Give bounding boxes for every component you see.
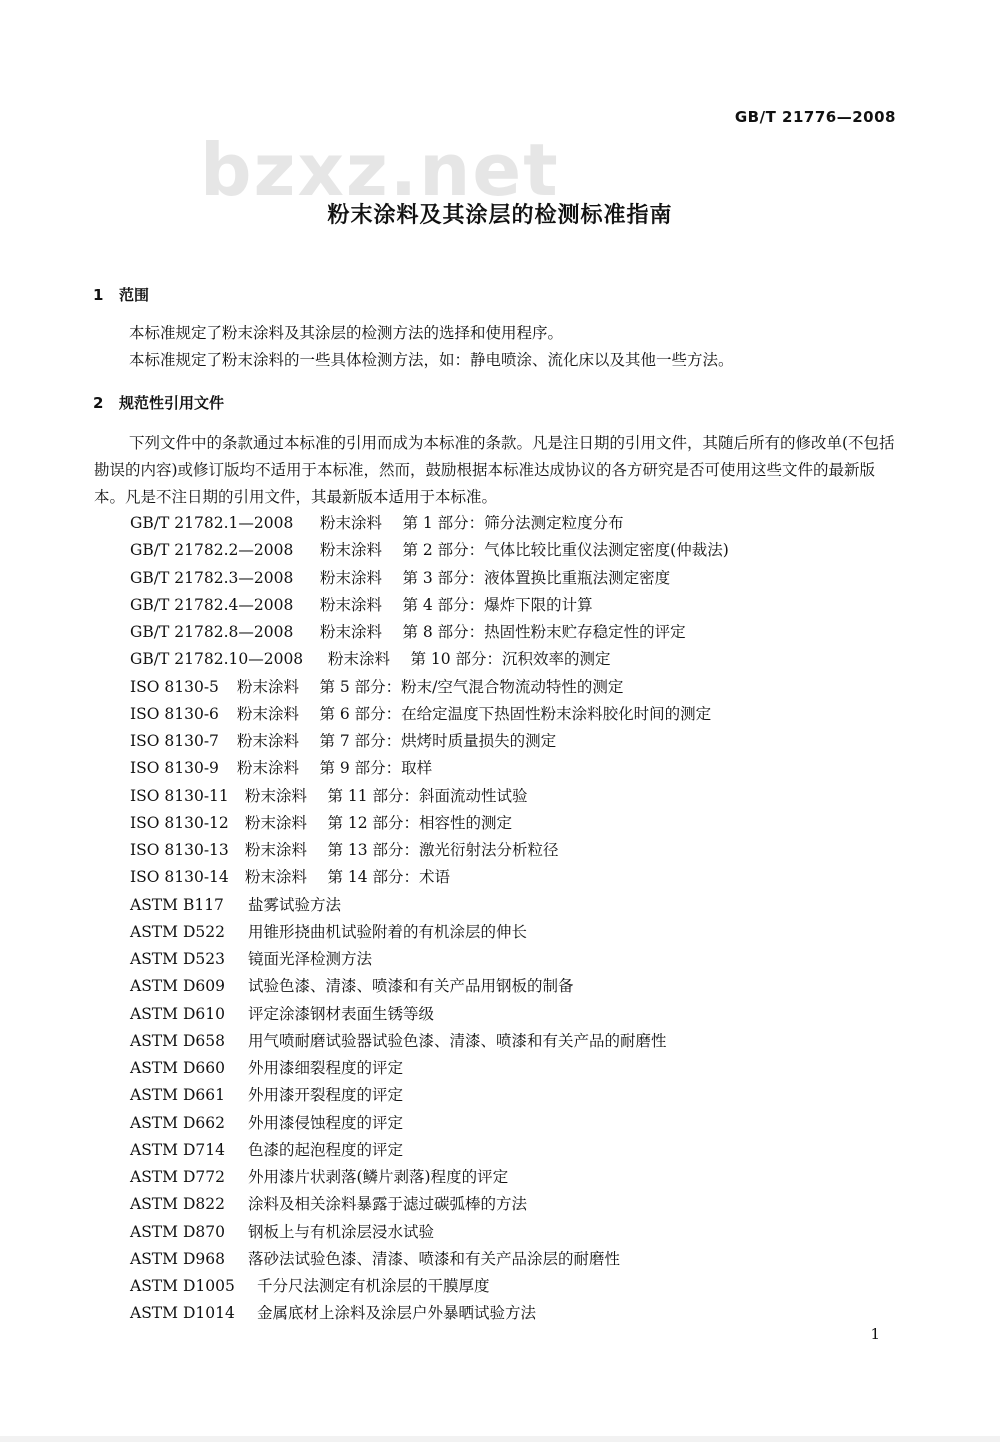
references-intro: 下列文件中的条款通过本标准的引用而成为本标准的条款。凡是注日期的引用文件，其随后所有的修改单(不包括勘误的内容)或修订版均不适用于本标准，然而，鼓励根据本标准达成协议的各方研究是否可使用这些文件的最新版本。凡是不注日期的引用文件，其最新版本适用于本标准。 [94, 434, 895, 506]
reference-code: GB/T 21782.3—2008 [130, 568, 294, 587]
reference-part: 第 11 部分：斜面流动性试验 [327, 786, 528, 805]
reference-part: 第 10 部分：沉积效率的测定 [410, 650, 611, 669]
reference-code: ASTM D870 [130, 1222, 225, 1241]
reference-code: ASTM D1014 [130, 1304, 235, 1323]
reference-code: ASTM D662 [130, 1113, 225, 1132]
list-item [130, 783, 729, 810]
reference-code: ISO 8130-13 [130, 841, 229, 859]
reference-code: ASTM D610 [130, 1004, 225, 1023]
list-item [130, 1110, 729, 1137]
section-number: 2 [93, 394, 104, 412]
reference-code: ISO 8130-11 [130, 786, 229, 805]
reference-code: ASTM D772 [130, 1168, 225, 1186]
list-item [130, 1001, 729, 1028]
page-number: 1 [870, 1325, 880, 1343]
list-item [130, 1191, 729, 1218]
list-item [130, 565, 729, 592]
reference-name: 粉末涂料 [245, 813, 308, 832]
reference-title: 用锥形挠曲机试验附着的有机涂层的伸长 [248, 922, 528, 941]
reference-title: 用气喷耐磨试验器试验色漆、清漆、喷漆和有关产品的耐磨性 [248, 1031, 667, 1050]
page-bottom-edge [0, 1436, 1000, 1442]
reference-code: GB/T 21782.4—2008 [130, 595, 294, 614]
reference-name: 粉末涂料 [237, 704, 300, 723]
reference-title: 外用漆片状剥落(鳞片剥落)程度的评定 [248, 1168, 509, 1186]
list-item [130, 1137, 729, 1164]
list-item [130, 973, 729, 1000]
reference-title: 盐雾试验方法 [248, 895, 342, 914]
reference-name: 粉末涂料 [320, 514, 383, 532]
reference-code: ASTM D523 [130, 950, 225, 968]
list-item [130, 755, 729, 782]
list-item [130, 864, 729, 891]
reference-title: 外用漆开裂程度的评定 [248, 1086, 404, 1105]
reference-code: ASTM D609 [130, 977, 225, 996]
list-item [130, 837, 729, 864]
reference-name: 粉末涂料 [237, 677, 300, 696]
reference-part: 第 7 部分：烘烤时质量损失的测定 [319, 732, 557, 750]
reference-code: ASTM D522 [130, 922, 225, 941]
list-item [130, 674, 729, 701]
reference-title: 涂料及相关涂料暴露于滤过碳弧棒的方法 [248, 1195, 528, 1214]
reference-part: 第 12 部分：相容性的测定 [327, 813, 513, 832]
reference-code: ASTM D714 [130, 1140, 225, 1159]
reference-code: GB/T 21782.2—2008 [130, 541, 294, 560]
reference-part: 第 14 部分：术语 [327, 868, 451, 887]
reference-code: ASTM B117 [130, 895, 224, 914]
reference-name: 粉末涂料 [245, 868, 308, 887]
reference-code: ISO 8130-12 [130, 813, 229, 832]
list-item [130, 946, 729, 973]
reference-code: ASTM D968 [130, 1249, 225, 1268]
list-item [130, 728, 729, 755]
reference-name: 粉末涂料 [320, 568, 383, 587]
section-heading-scope [93, 284, 149, 305]
reference-code: ASTM D658 [130, 1031, 225, 1050]
reference-name: 粉末涂料 [245, 786, 308, 805]
reference-title: 色漆的起泡程度的评定 [248, 1140, 404, 1159]
scope-paragraph: 本标准规定了粉末涂料的一些具体检测方法，如：静电喷涂、流化床以及其他一些方法。 [129, 351, 734, 369]
list-item [130, 701, 729, 728]
list-item [130, 810, 729, 837]
reference-title: 镜面光泽检测方法 [248, 950, 373, 968]
page-title: 粉末涂料及其涂层的检测标准指南 [327, 203, 673, 228]
reference-code: ISO 8130-7 [130, 732, 219, 750]
reference-title: 金属底材上涂料及涂层户外暴晒试验方法 [257, 1304, 537, 1323]
list-item [130, 919, 729, 946]
standard-number: GB/T 21776—2008 [734, 108, 896, 126]
reference-part: 第 5 部分：粉末/空气混合物流动特性的测定 [319, 677, 624, 696]
reference-code: ASTM D660 [130, 1059, 225, 1077]
list-item [130, 646, 729, 673]
reference-part: 第 3 部分：液体置换比重瓶法测定密度 [402, 568, 671, 587]
list-item [130, 592, 729, 619]
list-item [130, 619, 729, 646]
list-item [130, 1164, 729, 1191]
reference-code: ASTM D822 [130, 1195, 225, 1214]
reference-name: 粉末涂料 [320, 595, 383, 614]
reference-name: 粉末涂料 [320, 541, 383, 560]
reference-part: 第 8 部分：热固性粉末贮存稳定性的评定 [402, 623, 686, 641]
reference-name: 粉末涂料 [237, 759, 300, 778]
reference-title: 钢板上与有机涂层浸水试验 [248, 1222, 435, 1241]
reference-title: 落砂法试验色漆、清漆、喷漆和有关产品涂层的耐磨性 [248, 1249, 621, 1268]
list-item [130, 1246, 729, 1273]
reference-code: ASTM D1005 [130, 1277, 235, 1295]
reference-part: 第 6 部分：在给定温度下热固性粉末涂料胶化时间的测定 [319, 704, 712, 723]
section-title: 范围 [119, 286, 150, 304]
reference-code: ISO 8130-5 [130, 677, 219, 696]
reference-name: 粉末涂料 [328, 650, 391, 669]
list-item [130, 1273, 729, 1300]
reference-code: GB/T 21782.10—2008 [130, 650, 304, 669]
section-number: 1 [93, 286, 104, 304]
reference-title: 外用漆侵蚀程度的评定 [248, 1113, 404, 1132]
reference-part: 第 13 部分：激光衍射法分析粒径 [327, 841, 559, 859]
reference-code: ISO 8130-6 [130, 704, 219, 723]
list-item [130, 1300, 729, 1327]
reference-title: 外用漆细裂程度的评定 [248, 1059, 404, 1077]
reference-name: 粉末涂料 [320, 623, 383, 641]
reference-code: GB/T 21782.1—2008 [130, 514, 294, 532]
list-item [130, 1055, 729, 1082]
reference-name: 粉末涂料 [245, 841, 308, 859]
list-item [130, 892, 729, 919]
reference-part: 第 2 部分：气体比较比重仪法测定密度(仲裁法) [402, 541, 729, 560]
reference-title: 千分尺法测定有机涂层的干膜厚度 [257, 1277, 490, 1295]
list-item [130, 1028, 729, 1055]
reference-part: 第 9 部分：取样 [319, 759, 433, 778]
list-item [130, 1219, 729, 1246]
reference-code: ISO 8130-14 [130, 868, 229, 887]
list-item [130, 1082, 729, 1109]
reference-code: ASTM D661 [130, 1086, 225, 1105]
list-item [130, 510, 729, 537]
reference-part: 第 1 部分：筛分法测定粒度分布 [402, 514, 624, 532]
reference-title: 试验色漆、清漆、喷漆和有关产品用钢板的制备 [248, 977, 574, 996]
reference-title: 评定涂漆钢材表面生锈等级 [248, 1004, 435, 1023]
section-heading-references [93, 392, 224, 413]
list-item [130, 537, 729, 564]
scope-paragraph: 本标准规定了粉末涂料及其涂层的检测方法的选择和使用程序。 [129, 324, 564, 342]
reference-code: ISO 8130-9 [130, 759, 219, 778]
reference-code: GB/T 21782.8—2008 [130, 623, 294, 641]
watermark: bzxz.net [200, 128, 560, 212]
reference-list [130, 510, 729, 1328]
section-title: 规范性引用文件 [119, 394, 225, 412]
reference-part: 第 4 部分：爆炸下限的计算 [402, 595, 593, 614]
reference-name: 粉末涂料 [237, 732, 300, 750]
